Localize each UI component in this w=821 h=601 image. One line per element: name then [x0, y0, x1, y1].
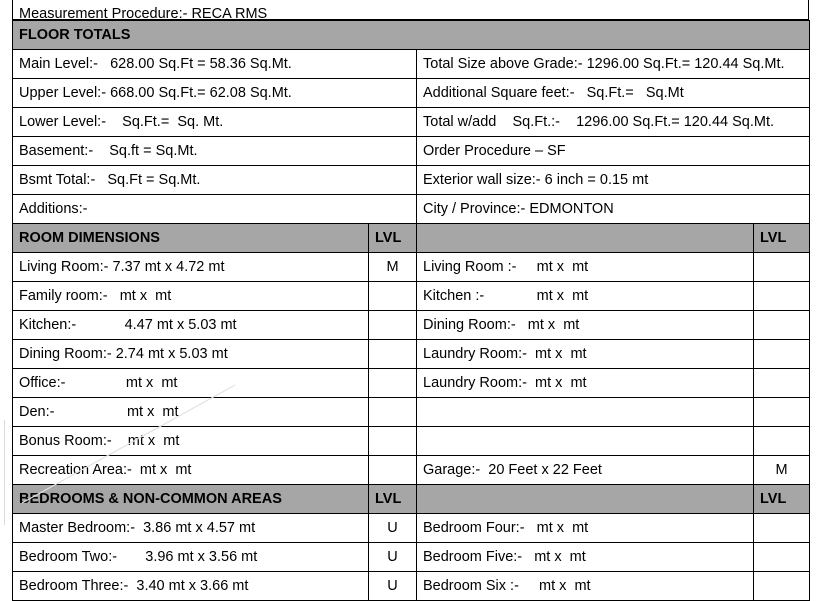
table-row — [13, 195, 810, 224]
table-row — [13, 253, 810, 282]
bedrooms-header: BEDROOMS & NON-COMMON AREAS — [13, 485, 369, 514]
living-room-cell: Living Room:- 7.37 mt x 4.72 mt — [13, 253, 369, 282]
table-row — [13, 282, 810, 311]
measurement-procedure-row: Measurement Procedure:- RECA RMS — [12, 0, 809, 20]
laundry-room-two-right-lvl — [754, 369, 810, 398]
master-bedroom-lvl: U — [369, 514, 417, 543]
bedroom-five-lvl — [754, 543, 810, 572]
living-room-lvl: M — [369, 253, 417, 282]
table-row — [13, 543, 810, 572]
den-cell: Den:- mt x mt — [13, 398, 369, 427]
bedroom-three-cell: Bedroom Three:- 3.40 mt x 3.66 mt — [13, 572, 369, 601]
upper-level-cell: Upper Level:- 668.00 Sq.Ft.= 62.08 Sq.Mt. — [13, 79, 417, 108]
den-lvl — [369, 398, 417, 427]
living-room-right-lvl — [754, 253, 810, 282]
empty-right-lvl-1 — [754, 398, 810, 427]
bedrooms-lvl-header-left: LVL — [369, 485, 417, 514]
table-row — [13, 137, 810, 166]
bedrooms-header-right — [417, 485, 754, 514]
table-row — [13, 369, 810, 398]
dining-room-lvl — [369, 340, 417, 369]
garage-lvl: M — [754, 456, 810, 485]
bsmt-total-cell: Bsmt Total:- Sq.Ft = Sq.Mt. — [13, 166, 417, 195]
family-room-lvl — [369, 282, 417, 311]
kitchen-right-cell: Kitchen :- mt x mt — [417, 282, 754, 311]
table-row — [13, 50, 810, 79]
floor-totals-header-row — [13, 21, 810, 50]
office-cell: Office:- mt x mt — [13, 369, 369, 398]
family-room-cell: Family room:- mt x mt — [13, 282, 369, 311]
laundry-room-two-right-cell: Laundry Room:- mt x mt — [417, 369, 754, 398]
kitchen-right-lvl — [754, 282, 810, 311]
empty-right-cell-1 — [417, 398, 754, 427]
laundry-room-right-lvl — [754, 340, 810, 369]
floor-totals-header: FLOOR TOTALS — [13, 21, 810, 50]
order-procedure-cell: Order Procedure – SF — [417, 137, 810, 166]
office-lvl — [369, 369, 417, 398]
city-province-cell: City / Province:- EDMONTON — [417, 195, 810, 224]
garage-cell: Garage:- 20 Feet x 22 Feet — [417, 456, 754, 485]
table-row — [13, 166, 810, 195]
measurement-table — [12, 20, 810, 601]
table-row — [13, 514, 810, 543]
kitchen-cell: Kitchen:- 4.47 mt x 5.03 mt — [13, 311, 369, 340]
room-dimensions-header-row — [13, 224, 810, 253]
bedroom-six-lvl — [754, 572, 810, 601]
bedroom-two-cell: Bedroom Two:- 3.96 mt x 3.56 mt — [13, 543, 369, 572]
table-row — [13, 340, 810, 369]
basement-cell: Basement:- Sq.ft = Sq.Mt. — [13, 137, 417, 166]
bedrooms-header-row — [13, 485, 810, 514]
lvl-header-left: LVL — [369, 224, 417, 253]
living-room-right-cell: Living Room :- mt x mt — [417, 253, 754, 282]
master-bedroom-cell: Master Bedroom:- 3.86 mt x 4.57 mt — [13, 514, 369, 543]
table-row — [13, 572, 810, 601]
empty-right-lvl-2 — [754, 427, 810, 456]
additional-square-feet-cell: Additional Square feet:- Sq.Ft.= Sq.Mt — [417, 79, 810, 108]
table-row — [13, 108, 810, 137]
dining-room-right-lvl — [754, 311, 810, 340]
dining-room-right-cell: Dining Room:- mt x mt — [417, 311, 754, 340]
total-size-above-grade-cell: Total Size above Grade:- 1296.00 Sq.Ft.= 120.44 Sq.Mt. — [417, 50, 810, 79]
bedrooms-lvl-header-right: LVL — [754, 485, 810, 514]
page-edge-artifact — [4, 420, 5, 525]
additions-cell: Additions:- — [13, 195, 417, 224]
bonus-room-cell: Bonus Room:- mt x mt — [13, 427, 369, 456]
total-with-add-cell: Total w/add Sq.Ft.:- 1296.00 Sq.Ft.= 120.44 Sq.Mt. — [417, 108, 810, 137]
empty-right-cell-2 — [417, 427, 754, 456]
lvl-header-right: LVL — [754, 224, 810, 253]
dining-room-cell: Dining Room:- 2.74 mt x 5.03 mt — [13, 340, 369, 369]
table-row — [13, 456, 810, 485]
table-row — [13, 398, 810, 427]
room-dimensions-header: ROOM DIMENSIONS — [13, 224, 369, 253]
kitchen-lvl — [369, 311, 417, 340]
room-dimensions-header-right — [417, 224, 754, 253]
lower-level-cell: Lower Level:- Sq.Ft.= Sq. Mt. — [13, 108, 417, 137]
exterior-wall-size-cell: Exterior wall size:- 6 inch = 0.15 mt — [417, 166, 810, 195]
recreation-area-cell: Recreation Area:- mt x mt — [13, 456, 369, 485]
table-row — [13, 79, 810, 108]
bonus-room-lvl — [369, 427, 417, 456]
bedroom-four-lvl — [754, 514, 810, 543]
bedroom-five-cell: Bedroom Five:- mt x mt — [417, 543, 754, 572]
table-row — [13, 427, 810, 456]
bedroom-four-cell: Bedroom Four:- mt x mt — [417, 514, 754, 543]
laundry-room-right-cell: Laundry Room:- mt x mt — [417, 340, 754, 369]
table-row — [13, 311, 810, 340]
main-level-cell: Main Level:- 628.00 Sq.Ft = 58.36 Sq.Mt. — [13, 50, 417, 79]
bedroom-six-cell: Bedroom Six :- mt x mt — [417, 572, 754, 601]
bedroom-two-lvl: U — [369, 543, 417, 572]
bedroom-three-lvl: U — [369, 572, 417, 601]
recreation-area-lvl — [369, 456, 417, 485]
